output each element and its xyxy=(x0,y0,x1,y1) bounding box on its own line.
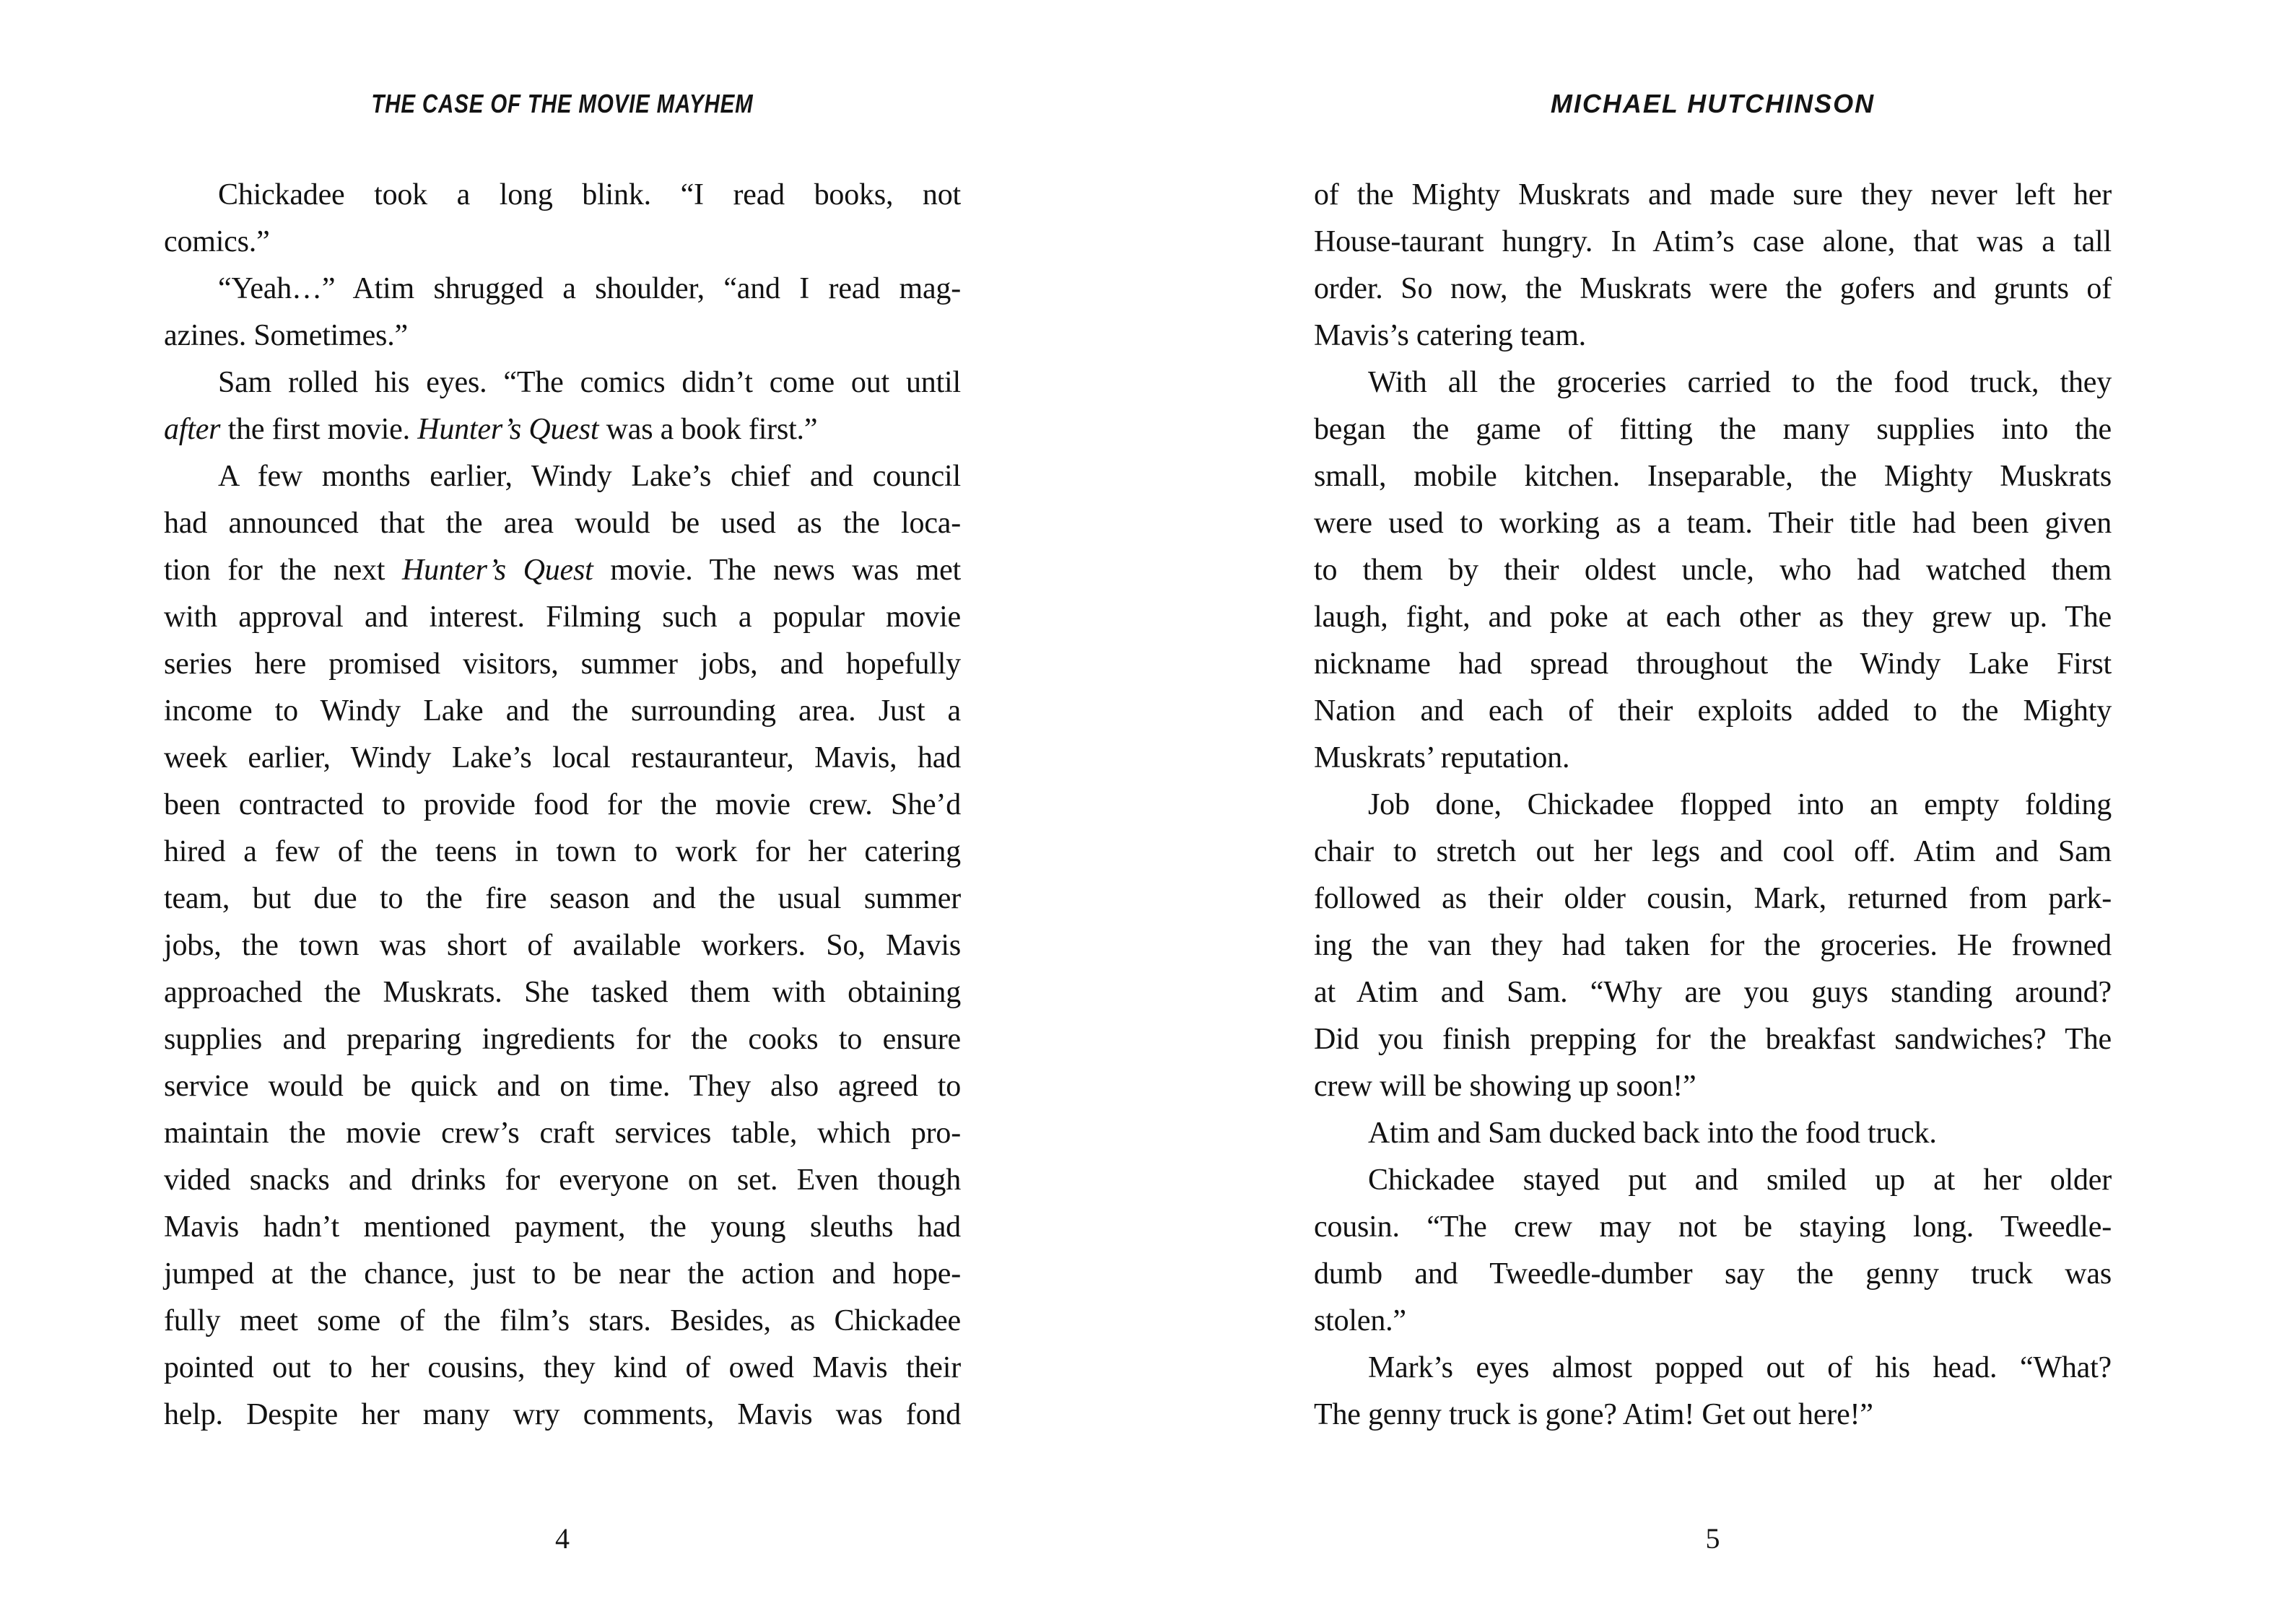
text-line xyxy=(164,829,961,876)
text-line xyxy=(1314,735,2112,782)
right-page-number: 5 xyxy=(1705,1522,1720,1555)
text-segment: jumped at the chance, just to be near the action and hope- xyxy=(164,1257,961,1291)
text-line xyxy=(164,1016,961,1063)
text-segment: Mavis hadn’t mentioned payment, the young sleuths had xyxy=(164,1210,961,1244)
text-line xyxy=(164,359,961,406)
text-segment: began the game of fitting the many supplies into the xyxy=(1314,413,2112,446)
text-line xyxy=(164,219,961,266)
text-line xyxy=(164,782,961,829)
text-segment: was a book first.” xyxy=(598,413,818,446)
italic-text: after xyxy=(164,413,221,446)
text-line xyxy=(1314,594,2112,641)
text-segment: supplies and preparing ingredients for the cooks to ensure xyxy=(164,1023,961,1056)
text-line xyxy=(164,1063,961,1110)
text-segment: week earlier, Windy Lake’s local restauranteur, Mavis, had xyxy=(164,741,961,774)
text-segment: the first movie. xyxy=(220,413,418,446)
text-line xyxy=(164,266,961,313)
text-segment: small, mobile kitchen. Inseparable, the Mighty Muskrats xyxy=(1314,460,2112,493)
text-segment: jobs, the town was short of available workers. So, Mavis xyxy=(164,929,961,962)
text-line xyxy=(1314,1392,2112,1439)
text-line xyxy=(1314,876,2112,922)
text-segment: Mark’s eyes almost popped out of his head. “What? xyxy=(1368,1351,2112,1384)
text-line xyxy=(1314,1157,2112,1204)
text-line xyxy=(1314,641,2112,688)
text-line xyxy=(164,547,961,594)
text-segment: A few months earlier, Windy Lake’s chief and council xyxy=(218,460,961,493)
right-page-body-text xyxy=(1314,172,2112,1439)
text-segment: to them by their oldest uncle, who had watched them xyxy=(1314,554,2112,587)
text-line xyxy=(1314,1298,2112,1345)
text-segment: series here promised visitors, summer jobs, and hopefully xyxy=(164,647,961,681)
text-segment: dumb and Tweedle-dumber say the genny truck was xyxy=(1314,1257,2112,1291)
text-segment: Atim and Sam ducked back into the food truck. xyxy=(1368,1117,1937,1150)
text-segment: tion for the next xyxy=(164,554,402,587)
text-line xyxy=(164,922,961,969)
text-segment: Did you finish prepping for the breakfast sandwiches? The xyxy=(1314,1023,2112,1056)
text-line xyxy=(1314,782,2112,829)
text-segment: Chickadee stayed put and smiled up at her older xyxy=(1368,1164,2112,1197)
text-segment: followed as their older cousin, Mark, returned from park- xyxy=(1314,882,2112,915)
text-segment: House-taurant hungry. In Atim’s case alone, that was a tall xyxy=(1314,225,2112,258)
text-line xyxy=(164,688,961,735)
text-segment: chair to stretch out her legs and cool off. Atim and Sam xyxy=(1314,835,2112,868)
text-line xyxy=(1314,1063,2112,1110)
text-segment: income to Windy Lake and the surrounding area. Just a xyxy=(164,694,961,728)
text-line xyxy=(1314,359,2112,406)
text-line xyxy=(164,641,961,688)
text-line xyxy=(164,1345,961,1392)
text-line xyxy=(164,172,961,219)
text-line xyxy=(1314,922,2112,969)
text-segment: With all the groceries carried to the food truck, they xyxy=(1368,366,2112,399)
text-segment: help. Despite her many wry comments, Mavis was fond xyxy=(164,1398,961,1431)
italic-text: Hunter’s Quest xyxy=(402,554,593,587)
text-segment: crew will be showing up soon!” xyxy=(1314,1070,1696,1103)
text-line xyxy=(164,1157,961,1204)
text-line xyxy=(1314,547,2112,594)
text-line xyxy=(1314,1016,2112,1063)
text-segment: were used to working as a team. Their title had been given xyxy=(1314,507,2112,540)
text-segment: at Atim and Sam. “Why are you guys standing around? xyxy=(1314,976,2112,1009)
text-segment: service would be quick and on time. They also agreed to xyxy=(164,1070,961,1103)
text-line xyxy=(1314,688,2112,735)
text-segment: ing the van they had taken for the groceries. He frowned xyxy=(1314,929,2112,962)
text-line xyxy=(1314,453,2112,500)
text-line xyxy=(164,1204,961,1251)
text-segment: pointed out to her cousins, they kind of owed Mavis their xyxy=(164,1351,961,1384)
text-segment: had announced that the area would be used as the loca- xyxy=(164,507,961,540)
text-line xyxy=(164,969,961,1016)
text-line xyxy=(164,1251,961,1298)
text-segment: order. So now, the Muskrats were the gofers and grunts of xyxy=(1314,272,2112,305)
text-line xyxy=(164,1110,961,1157)
text-segment: approached the Muskrats. She tasked them with obtaining xyxy=(164,976,961,1009)
text-segment: vided snacks and drinks for everyone on set. Even though xyxy=(164,1164,961,1197)
text-line xyxy=(1314,829,2112,876)
text-segment: hired a few of the teens in town to work for her catering xyxy=(164,835,961,868)
text-segment: Nation and each of their exploits added to the Mighty xyxy=(1314,694,2112,728)
text-segment: Chickadee took a long blink. “I read books, not xyxy=(218,178,961,211)
text-line xyxy=(164,453,961,500)
text-line xyxy=(1314,500,2112,547)
text-line xyxy=(1314,969,2112,1016)
text-line xyxy=(164,876,961,922)
text-segment: of the Mighty Muskrats and made sure they never left her xyxy=(1314,178,2112,211)
text-segment: Sam rolled his eyes. “The comics didn’t come out until xyxy=(218,366,961,399)
text-line xyxy=(1314,1204,2112,1251)
italic-text: Hunter’s Quest xyxy=(417,413,599,446)
running-header-book-title: THE CASE OF THE MOVIE MAYHEM xyxy=(371,89,754,118)
text-segment: Muskrats’ reputation. xyxy=(1314,741,1570,774)
text-segment: Mavis’s catering team. xyxy=(1314,319,1586,352)
text-segment: team, but due to the fire season and the usual summer xyxy=(164,882,961,915)
text-line xyxy=(164,594,961,641)
text-segment: maintain the movie crew’s craft services table, which pro- xyxy=(164,1117,961,1150)
text-segment: laugh, fight, and poke at each other as they grew up. The xyxy=(1314,601,2112,634)
text-line xyxy=(1314,219,2112,266)
text-segment: Job done, Chickadee flopped into an empty folding xyxy=(1368,788,2112,821)
text-line xyxy=(1314,172,2112,219)
text-line xyxy=(164,735,961,782)
text-segment: azines. Sometimes.” xyxy=(164,319,408,352)
text-line xyxy=(1314,266,2112,313)
text-segment: cousin. “The crew may not be staying long. Tweedle- xyxy=(1314,1210,2112,1244)
text-line xyxy=(1314,1251,2112,1298)
running-header-author-name: MICHAEL HUTCHINSON xyxy=(1550,89,1876,118)
text-line xyxy=(164,500,961,547)
text-line xyxy=(164,1298,961,1345)
text-line xyxy=(1314,1345,2112,1392)
text-segment: nickname had spread throughout the Windy Lake First xyxy=(1314,647,2112,681)
text-segment: comics.” xyxy=(164,225,270,258)
text-line xyxy=(164,406,961,453)
left-page-number: 4 xyxy=(555,1522,570,1555)
text-line xyxy=(1314,406,2112,453)
text-line xyxy=(1314,1110,2112,1157)
text-segment: with approval and interest. Filming such a popular movie xyxy=(164,601,961,634)
text-segment: The genny truck is gone? Atim! Get out here!” xyxy=(1314,1398,1873,1431)
text-segment: fully meet some of the film’s stars. Besides, as Chickadee xyxy=(164,1304,961,1337)
text-segment: movie. The news was met xyxy=(593,554,961,587)
text-segment: stolen.” xyxy=(1314,1304,1406,1337)
text-line xyxy=(1314,313,2112,359)
text-segment: been contracted to provide food for the movie crew. She’d xyxy=(164,788,961,821)
text-segment: “Yeah…” Atim shrugged a shoulder, “and I read mag- xyxy=(218,272,961,305)
text-line xyxy=(164,1392,961,1439)
text-line xyxy=(164,313,961,359)
left-page-body-text xyxy=(164,172,961,1439)
